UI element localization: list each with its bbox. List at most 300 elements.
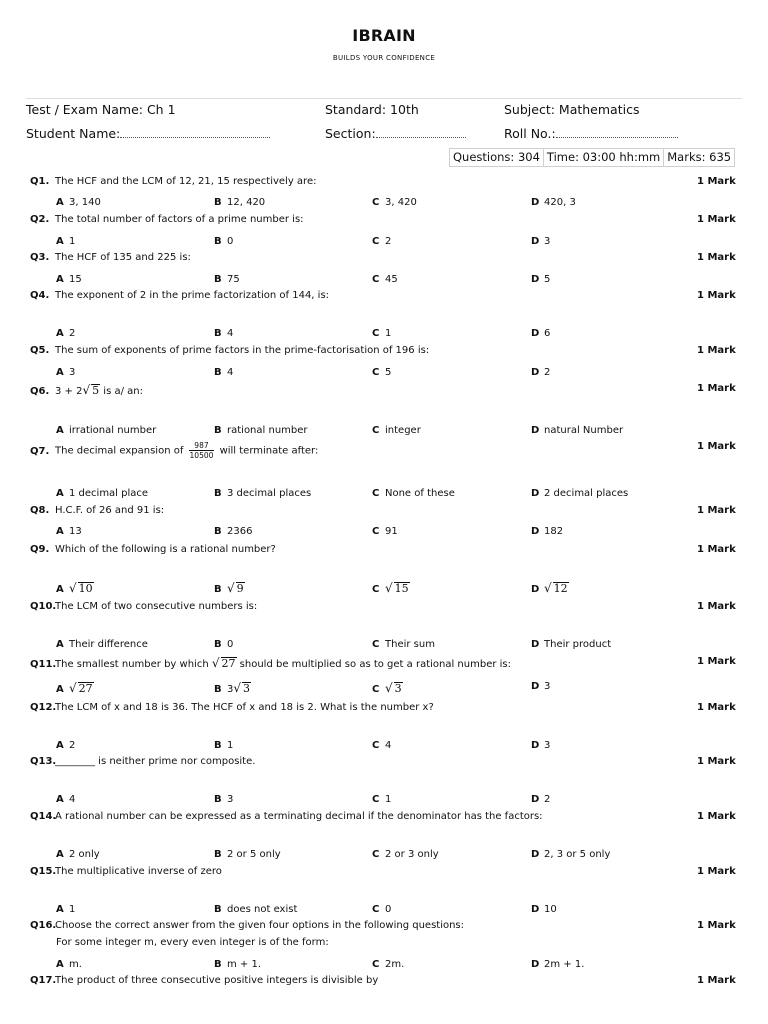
answer-option[interactable]: [56, 274, 82, 285]
question-mark: 1 Mark: [697, 702, 736, 713]
question-subtext: For some integer m, every even integer is of the form:: [56, 937, 329, 948]
radical-sign: √: [82, 383, 91, 397]
option-letter: B: [214, 684, 222, 695]
radical-sign: √: [544, 581, 552, 595]
question-text: H.C.F. of 26 and 91 is:: [55, 505, 165, 516]
radicand: 27: [221, 657, 236, 670]
exam-stats: [449, 148, 735, 167]
question-number: Q16.: [30, 920, 57, 931]
option-letter: A: [56, 959, 64, 970]
option-text: irrational number: [69, 425, 157, 436]
page-title: IBRAIN: [352, 26, 416, 45]
question-text: should be multiplied so as to get a rational number is:: [236, 659, 511, 670]
answer-option[interactable]: [372, 328, 391, 339]
option-text: 1: [69, 904, 76, 915]
answer-option[interactable]: [372, 639, 435, 650]
question-number: Q8.: [30, 505, 50, 516]
option-text: 420, 3: [544, 197, 576, 208]
option-letter: C: [372, 904, 380, 915]
fraction-denominator: 10500: [189, 451, 214, 460]
option-letter: C: [372, 367, 380, 378]
answer-option[interactable]: [531, 526, 563, 537]
answer-option[interactable]: [214, 328, 233, 339]
option-text: 2: [544, 367, 551, 378]
answer-option[interactable]: [372, 197, 417, 208]
answer-option[interactable]: [531, 959, 584, 970]
option-letter: A: [56, 740, 64, 751]
question-number: Q5.: [30, 345, 50, 356]
answer-option[interactable]: [372, 904, 391, 915]
option-text: 3, 420: [385, 197, 417, 208]
radical: [82, 383, 100, 397]
question-text: The LCM of x and 18 is 36. The HCF of x and 18 is 2. What is the number x?: [55, 702, 434, 713]
radical: [385, 681, 403, 695]
option-text: 45: [385, 274, 398, 285]
question-mark: 1 Mark: [697, 214, 736, 225]
question-text: The exponent of 2 in the prime factorization of 144, is:: [55, 290, 330, 301]
option-letter: A: [56, 849, 64, 860]
option-text: 91: [385, 526, 398, 537]
option-text: 2: [69, 328, 76, 339]
answer-option[interactable]: [531, 367, 550, 378]
option-letter: C: [372, 197, 380, 208]
option-text: None of these: [385, 488, 455, 499]
answer-option[interactable]: [56, 794, 75, 805]
question-number: Q12.: [30, 702, 57, 713]
question-number: Q7.: [30, 445, 50, 457]
question-mark: 1 Mark: [697, 656, 736, 667]
radical-sign: √: [69, 681, 77, 695]
option-text: 2: [544, 794, 551, 805]
option-letter: C: [372, 526, 380, 537]
question-row: [30, 702, 434, 713]
question-mark: 1 Mark: [697, 920, 736, 931]
student-name-field[interactable]: [26, 126, 270, 141]
question-text: will terminate after:: [216, 445, 319, 457]
option-text: Their difference: [69, 639, 148, 650]
question-mark: 1 Mark: [697, 756, 736, 767]
time-limit: Time: 03:00 hh:mm: [544, 149, 664, 166]
answer-option[interactable]: [531, 328, 550, 339]
option-text: 3, 140: [69, 197, 101, 208]
option-text: 1: [69, 236, 76, 247]
option-letter: B: [214, 904, 222, 915]
answer-option[interactable]: [372, 236, 391, 247]
option-text: natural Number: [544, 425, 624, 436]
option-text: 0: [385, 904, 392, 915]
question-number: Q4.: [30, 290, 50, 301]
question-row: [30, 544, 276, 555]
question-mark: 1 Mark: [697, 975, 736, 986]
option-text: m + 1.: [227, 959, 262, 970]
radical-sign: √: [385, 681, 393, 695]
option-text: 13: [69, 526, 82, 537]
question-number: Q11.: [30, 659, 57, 670]
option-text: 10: [544, 904, 557, 915]
option-letter: A: [56, 328, 64, 339]
question-number: Q9.: [30, 544, 50, 555]
option-text: 4: [227, 328, 234, 339]
question-row: [30, 345, 429, 356]
answer-option[interactable]: [214, 236, 233, 247]
option-letter: C: [372, 236, 380, 247]
student-name-label: Student Name:: [26, 126, 121, 141]
option-text: m.: [69, 959, 82, 970]
option-text: 0: [227, 236, 234, 247]
question-row: [30, 252, 191, 263]
answer-option[interactable]: [214, 274, 240, 285]
option-text: integer: [385, 425, 421, 436]
fraction-numerator: 987: [189, 441, 215, 451]
option-text: 2366: [227, 526, 253, 537]
radical: [227, 581, 245, 595]
roll-no-field[interactable]: [504, 126, 678, 141]
option-text: 75: [227, 274, 240, 285]
question-row: [30, 601, 257, 612]
answer-option[interactable]: [531, 794, 550, 805]
answer-option[interactable]: [214, 526, 252, 537]
option-text: 2 only: [69, 849, 100, 860]
standard: Standard: 10th: [325, 102, 419, 117]
option-letter: B: [214, 526, 222, 537]
option-letter: B: [214, 236, 222, 247]
radical: [211, 656, 237, 670]
option-letter: A: [56, 684, 64, 695]
question-text: A rational number can be expressed as a terminating decimal if the denominator has the factors:: [55, 811, 543, 822]
roll-no-line: [556, 127, 678, 138]
option-letter: D: [531, 904, 540, 915]
answer-option[interactable]: [372, 794, 391, 805]
section-label: Section:: [325, 126, 376, 141]
question-mark: 1 Mark: [697, 383, 736, 394]
answer-option[interactable]: [214, 639, 233, 650]
option-letter: B: [214, 740, 222, 751]
answer-option[interactable]: [214, 425, 308, 436]
option-text: does not exist: [227, 904, 298, 915]
option-letter: B: [214, 849, 222, 860]
radical-sign: √: [385, 581, 393, 595]
question-number: Q13.: [30, 756, 57, 767]
option-letter: C: [372, 584, 380, 595]
option-letter: B: [214, 274, 222, 285]
radicand: 3: [394, 682, 402, 695]
answer-option[interactable]: [531, 740, 550, 751]
radicand: 12: [553, 582, 568, 595]
question-row: [30, 214, 304, 225]
answer-option[interactable]: [531, 488, 628, 499]
answer-option[interactable]: [531, 425, 623, 436]
question-number: Q2.: [30, 214, 50, 225]
option-text: 0: [227, 639, 234, 650]
question-row: [30, 811, 543, 822]
question-number: Q1.: [30, 176, 50, 187]
question-row: [30, 656, 511, 670]
answer-option[interactable]: [56, 681, 94, 695]
answer-option[interactable]: [56, 526, 82, 537]
option-letter: D: [531, 849, 540, 860]
question-number: Q6.: [30, 386, 50, 397]
radicand: 10: [78, 582, 93, 595]
question-mark: 1 Mark: [697, 441, 736, 452]
option-letter: A: [56, 794, 64, 805]
option-text: 2: [385, 236, 392, 247]
option-text: 6: [544, 328, 551, 339]
question-mark: 1 Mark: [697, 176, 736, 187]
answer-option[interactable]: [56, 236, 75, 247]
option-letter: C: [372, 684, 380, 695]
option-letter: A: [56, 425, 64, 436]
answer-option[interactable]: [214, 904, 297, 915]
answer-option[interactable]: [372, 488, 455, 499]
answer-option[interactable]: [531, 849, 610, 860]
option-letter: A: [56, 367, 64, 378]
radical: [385, 581, 410, 595]
roll-no-label: Roll No.:: [504, 126, 556, 141]
option-letter: A: [56, 488, 64, 499]
section-field[interactable]: [325, 126, 466, 141]
fraction: [189, 441, 215, 460]
section-line: [376, 127, 466, 138]
option-text: Their product: [544, 639, 612, 650]
answer-option[interactable]: [56, 425, 156, 436]
answer-option[interactable]: [56, 581, 94, 595]
answer-option[interactable]: [214, 197, 265, 208]
answer-option[interactable]: [531, 581, 569, 595]
tagline: BUILDS YOUR CONFIDENCE: [332, 54, 436, 62]
answer-option[interactable]: [214, 794, 233, 805]
option-letter: D: [531, 740, 540, 751]
question-number: Q10.: [30, 601, 57, 612]
answer-option[interactable]: [372, 740, 391, 751]
question-text: Choose the correct answer from the given four options in the following questions:: [55, 920, 465, 931]
option-letter: A: [56, 639, 64, 650]
question-text: is a/ an:: [100, 386, 143, 397]
option-letter: C: [372, 959, 380, 970]
option-letter: B: [214, 328, 222, 339]
question-mark: 1 Mark: [697, 544, 736, 555]
radical: [544, 581, 569, 595]
answer-option[interactable]: [372, 959, 404, 970]
option-letter: C: [372, 274, 380, 285]
option-letter: B: [214, 488, 222, 499]
option-letter: D: [531, 794, 540, 805]
option-letter: C: [372, 740, 380, 751]
answer-option[interactable]: [214, 740, 233, 751]
answer-option[interactable]: [372, 367, 391, 378]
answer-option[interactable]: [56, 904, 75, 915]
radical: [69, 681, 94, 695]
answer-option[interactable]: [372, 425, 421, 436]
question-text: The total number of factors of a prime number is:: [55, 214, 304, 225]
question-text: The sum of exponents of prime factors in the prime-factorisation of 196 is:: [55, 345, 430, 356]
option-letter: A: [56, 236, 64, 247]
option-letter: C: [372, 328, 380, 339]
answer-option[interactable]: [531, 197, 576, 208]
answer-option[interactable]: [214, 488, 311, 499]
option-text: 3: [544, 681, 551, 692]
radical-sign: √: [233, 681, 242, 695]
option-letter: D: [531, 526, 540, 537]
option-letter: D: [531, 639, 540, 650]
question-row: [30, 290, 329, 301]
option-text: 4: [385, 740, 392, 751]
question-text: The smallest number by which: [55, 659, 212, 670]
question-mark: 1 Mark: [697, 345, 736, 356]
option-text: 4: [227, 367, 234, 378]
question-text: The LCM of two consecutive numbers is:: [55, 601, 258, 612]
option-text: 15: [69, 274, 82, 285]
option-text: 3: [544, 236, 551, 247]
option-text: rational number: [227, 425, 308, 436]
answer-option[interactable]: [372, 526, 398, 537]
option-coefficient: 3: [227, 684, 234, 695]
divider: [26, 98, 742, 99]
option-letter: A: [56, 274, 64, 285]
question-text: Which of the following is a rational number?: [55, 544, 276, 555]
option-text: 4: [69, 794, 76, 805]
option-letter: C: [372, 794, 380, 805]
option-text: 3: [544, 740, 551, 751]
option-letter: D: [531, 197, 540, 208]
option-text: 5: [385, 367, 392, 378]
answer-option[interactable]: [531, 904, 557, 915]
question-text: 3 + 2: [55, 386, 83, 397]
option-letter: B: [214, 197, 222, 208]
option-letter: A: [56, 584, 64, 595]
radical-sign: √: [227, 581, 235, 595]
answer-option[interactable]: [372, 274, 398, 285]
question-mark: 1 Mark: [697, 505, 736, 516]
option-letter: C: [372, 849, 380, 860]
answer-option[interactable]: [531, 274, 550, 285]
option-text: 12, 420: [227, 197, 266, 208]
radicand: 27: [78, 682, 93, 695]
option-letter: D: [531, 584, 540, 595]
option-text: 3: [227, 794, 234, 805]
option-letter: D: [531, 488, 540, 499]
option-letter: A: [56, 526, 64, 537]
question-mark: 1 Mark: [697, 866, 736, 877]
answer-option[interactable]: [56, 197, 101, 208]
question-row: [30, 866, 222, 877]
option-letter: D: [531, 328, 540, 339]
option-text: 3 decimal places: [227, 488, 312, 499]
questions-count: Questions: 304: [450, 149, 544, 166]
question-text: The HCF of 135 and 225 is:: [55, 252, 191, 263]
radical: [233, 681, 251, 695]
answer-option[interactable]: [56, 367, 75, 378]
option-text: 2, 3 or 5 only: [544, 849, 611, 860]
radicand: 15: [394, 582, 409, 595]
radicand: 3: [243, 682, 251, 695]
option-text: 2m + 1.: [544, 959, 585, 970]
option-letter: B: [214, 959, 222, 970]
student-name-line: [120, 127, 270, 138]
option-letter: C: [372, 639, 380, 650]
answer-option[interactable]: [372, 681, 403, 695]
question-row: [30, 383, 143, 397]
answer-option[interactable]: [372, 849, 439, 860]
answer-option[interactable]: [214, 849, 281, 860]
option-text: 5: [544, 274, 551, 285]
question-row: [30, 756, 255, 767]
option-text: 1: [227, 740, 234, 751]
question-number: Q15.: [30, 866, 57, 877]
option-letter: B: [214, 794, 222, 805]
answer-option[interactable]: [56, 328, 75, 339]
question-row: [30, 505, 164, 516]
option-letter: B: [214, 425, 222, 436]
answer-option[interactable]: [56, 740, 75, 751]
option-letter: B: [214, 584, 222, 595]
question-mark: 1 Mark: [697, 601, 736, 612]
total-marks: Marks: 635: [667, 150, 732, 164]
answer-option[interactable]: [56, 849, 100, 860]
answer-option[interactable]: [214, 367, 233, 378]
option-letter: B: [214, 639, 222, 650]
question-mark: 1 Mark: [697, 290, 736, 301]
answer-option[interactable]: [214, 681, 251, 695]
question-number: Q17.: [30, 975, 57, 986]
option-letter: D: [531, 959, 540, 970]
option-letter: C: [372, 488, 380, 499]
option-text: 3: [69, 367, 76, 378]
answer-option[interactable]: [531, 681, 550, 692]
question-mark: 1 Mark: [697, 811, 736, 822]
option-letter: C: [372, 425, 380, 436]
answer-option[interactable]: [531, 236, 550, 247]
option-letter: A: [56, 197, 64, 208]
exam-name: Test / Exam Name: Ch 1: [26, 102, 176, 117]
question-text: ________ is neither prime nor composite.: [55, 756, 256, 767]
option-letter: D: [531, 425, 540, 436]
option-text: 2 decimal places: [544, 488, 629, 499]
option-letter: B: [214, 367, 222, 378]
option-letter: D: [531, 367, 540, 378]
option-text: 2: [69, 740, 76, 751]
question-text: The product of three consecutive positive integers is divisible by: [55, 975, 379, 986]
option-letter: D: [531, 236, 540, 247]
question-row: [30, 176, 316, 187]
answer-option[interactable]: [531, 639, 611, 650]
answer-option[interactable]: [214, 959, 261, 970]
option-text: 1 decimal place: [69, 488, 149, 499]
option-text: 1: [385, 794, 392, 805]
question-mark: 1 Mark: [697, 252, 736, 263]
answer-option[interactable]: [56, 959, 82, 970]
option-text: 2 or 3 only: [385, 849, 439, 860]
radical-sign: √: [211, 656, 220, 670]
option-letter: A: [56, 904, 64, 915]
question-text: The multiplicative inverse of zero: [55, 866, 222, 877]
question-row: [30, 975, 378, 986]
radical: [69, 581, 94, 595]
option-text: 2 or 5 only: [227, 849, 281, 860]
question-text: The HCF and the LCM of 12, 21, 15 respectively are:: [55, 176, 317, 187]
question-text: The decimal expansion of: [55, 445, 187, 457]
radical-sign: √: [69, 581, 77, 595]
option-text: 2m.: [385, 959, 405, 970]
answer-option[interactable]: [372, 581, 410, 595]
question-row: [30, 441, 318, 460]
answer-option[interactable]: [56, 639, 148, 650]
question-number: Q14.: [30, 811, 57, 822]
option-letter: D: [531, 274, 540, 285]
option-text: Their sum: [385, 639, 435, 650]
answer-option[interactable]: [214, 581, 245, 595]
answer-option[interactable]: [56, 488, 148, 499]
question-row: [30, 920, 464, 931]
